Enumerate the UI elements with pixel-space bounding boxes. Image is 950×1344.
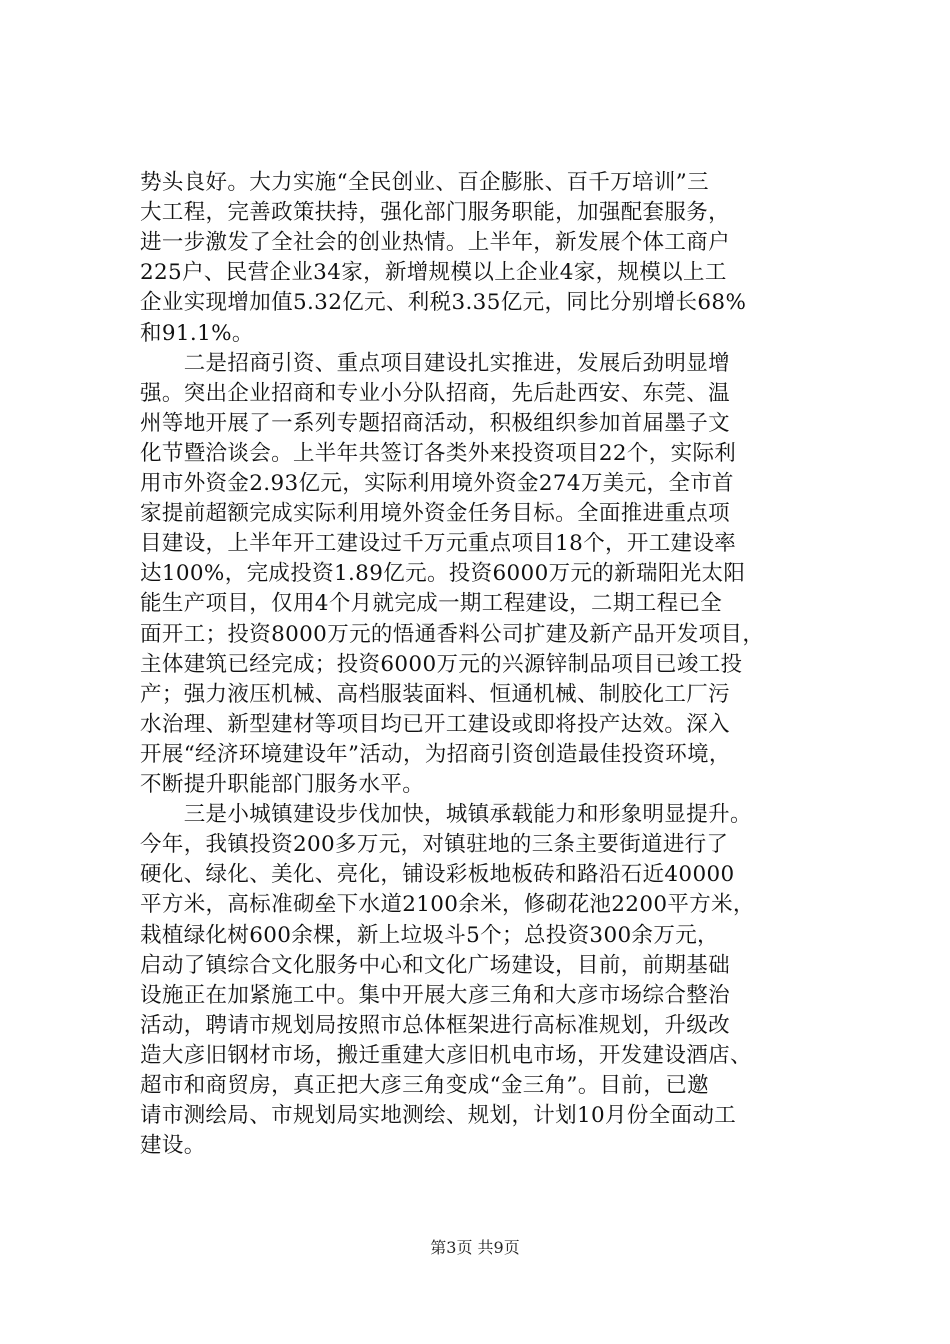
text-line: 启动了镇综合文化服务中心和文化广场建设，目前，前期基础 xyxy=(140,952,730,978)
text-line: 设施正在加紧施工中。集中开展大彦三角和大彦市场综合整治 xyxy=(140,982,730,1008)
text-line: 产；强力液压机械、高档服装面料、恒通机械、制胶化工厂污 xyxy=(140,681,730,707)
text-line: 企业实现增加值5.32亿元、利税3.35亿元，同比分别增长68% xyxy=(140,290,747,316)
text-line: 面开工；投资8000万元的悟通香料公司扩建及新产品开发项目， xyxy=(140,621,765,647)
text-line: 二是招商引资、重点项目建设扎实推进，发展后劲明显增 xyxy=(140,350,730,376)
text-line: 州等地开展了一系列专题招商活动，积极组织参加首届墨子文 xyxy=(140,410,730,436)
text-line: 开展“经济环境建设年”活动，为招商引资创造最佳投资环境， xyxy=(140,741,731,767)
text-line: 强。突出企业招商和专业小分队招商，先后赴西安、东莞、温 xyxy=(140,380,730,406)
text-line: 和91.1%。 xyxy=(140,320,254,346)
page-footer: 第3页 共9页 xyxy=(430,1238,520,1257)
text-line: 造大彦旧钢材市场，搬迁重建大彦旧机电市场，开发建设酒店、 xyxy=(140,1042,752,1068)
text-line: 用市外资金2.93亿元，实际利用境外资金274万美元，全市首 xyxy=(140,471,734,496)
text-line: 活动，聘请市规划局按照市总体框架进行高标准规划，升级改 xyxy=(140,1012,730,1038)
text-line: 家提前超额完成实际利用境外资金任务目标。全面推进重点项 xyxy=(140,501,730,527)
text-line: 建设。 xyxy=(140,1133,206,1159)
text-line: 三是小城镇建设步伐加快，城镇承载能力和形象明显提升。 xyxy=(140,802,752,828)
text-line: 今年，我镇投资200多万元，对镇驻地的三条主要街道进行了 xyxy=(140,832,729,858)
text-line: 势头良好。大力实施“全民创业、百企膨胀、百千万培训”三 xyxy=(140,170,709,195)
text-line: 化节暨洽谈会。上半年共签订各类外来投资项目22个，实际利 xyxy=(140,440,737,466)
text-line: 主体建筑已经完成；投资6000万元的兴源锌制品项目已竣工投 xyxy=(140,651,743,677)
text-line: 达100%，完成投资1.89亿元。投资6000万元的新瑞阳光太阳 xyxy=(140,561,746,587)
text-line: 请市测绘局、市规划局实地测绘、规划，计划10月份全面动工 xyxy=(140,1103,737,1129)
text-line: 能生产项目，仅用4个月就完成一期工程建设，二期工程已全 xyxy=(140,591,723,617)
text-line: 进一步激发了全社会的创业热情。上半年，新发展个体工商户 xyxy=(140,230,730,256)
text-line: 水治理、新型建材等项目均已开工建设或即将投产达效。深入 xyxy=(140,711,730,737)
text-line: 硬化、绿化、美化、亮化，铺设彩板地板砖和路沿石近40000 xyxy=(140,862,735,888)
text-line: 平方米，高标准砌垒下水道2100余米，修砌花池2200平方米， xyxy=(140,892,755,918)
text-line: 225户、民营企业34家，新增规模以上企业4家，规模以上工 xyxy=(140,260,727,286)
text-line: 栽植绿化树600余棵，新上垃圾斗5个；总投资300余万元， xyxy=(140,922,719,948)
text-line: 超市和商贸房，真正把大彦三角变成“金三角”。目前，已邀 xyxy=(140,1073,709,1098)
text-line: 不断提升职能部门服务水平。 xyxy=(140,772,425,797)
text-line: 大工程，完善政策扶持，强化部门服务职能，加强配套服务， xyxy=(140,200,730,226)
text-line: 目建设，上半年开工建设过千万元重点项目18个，开工建设率 xyxy=(140,531,737,557)
